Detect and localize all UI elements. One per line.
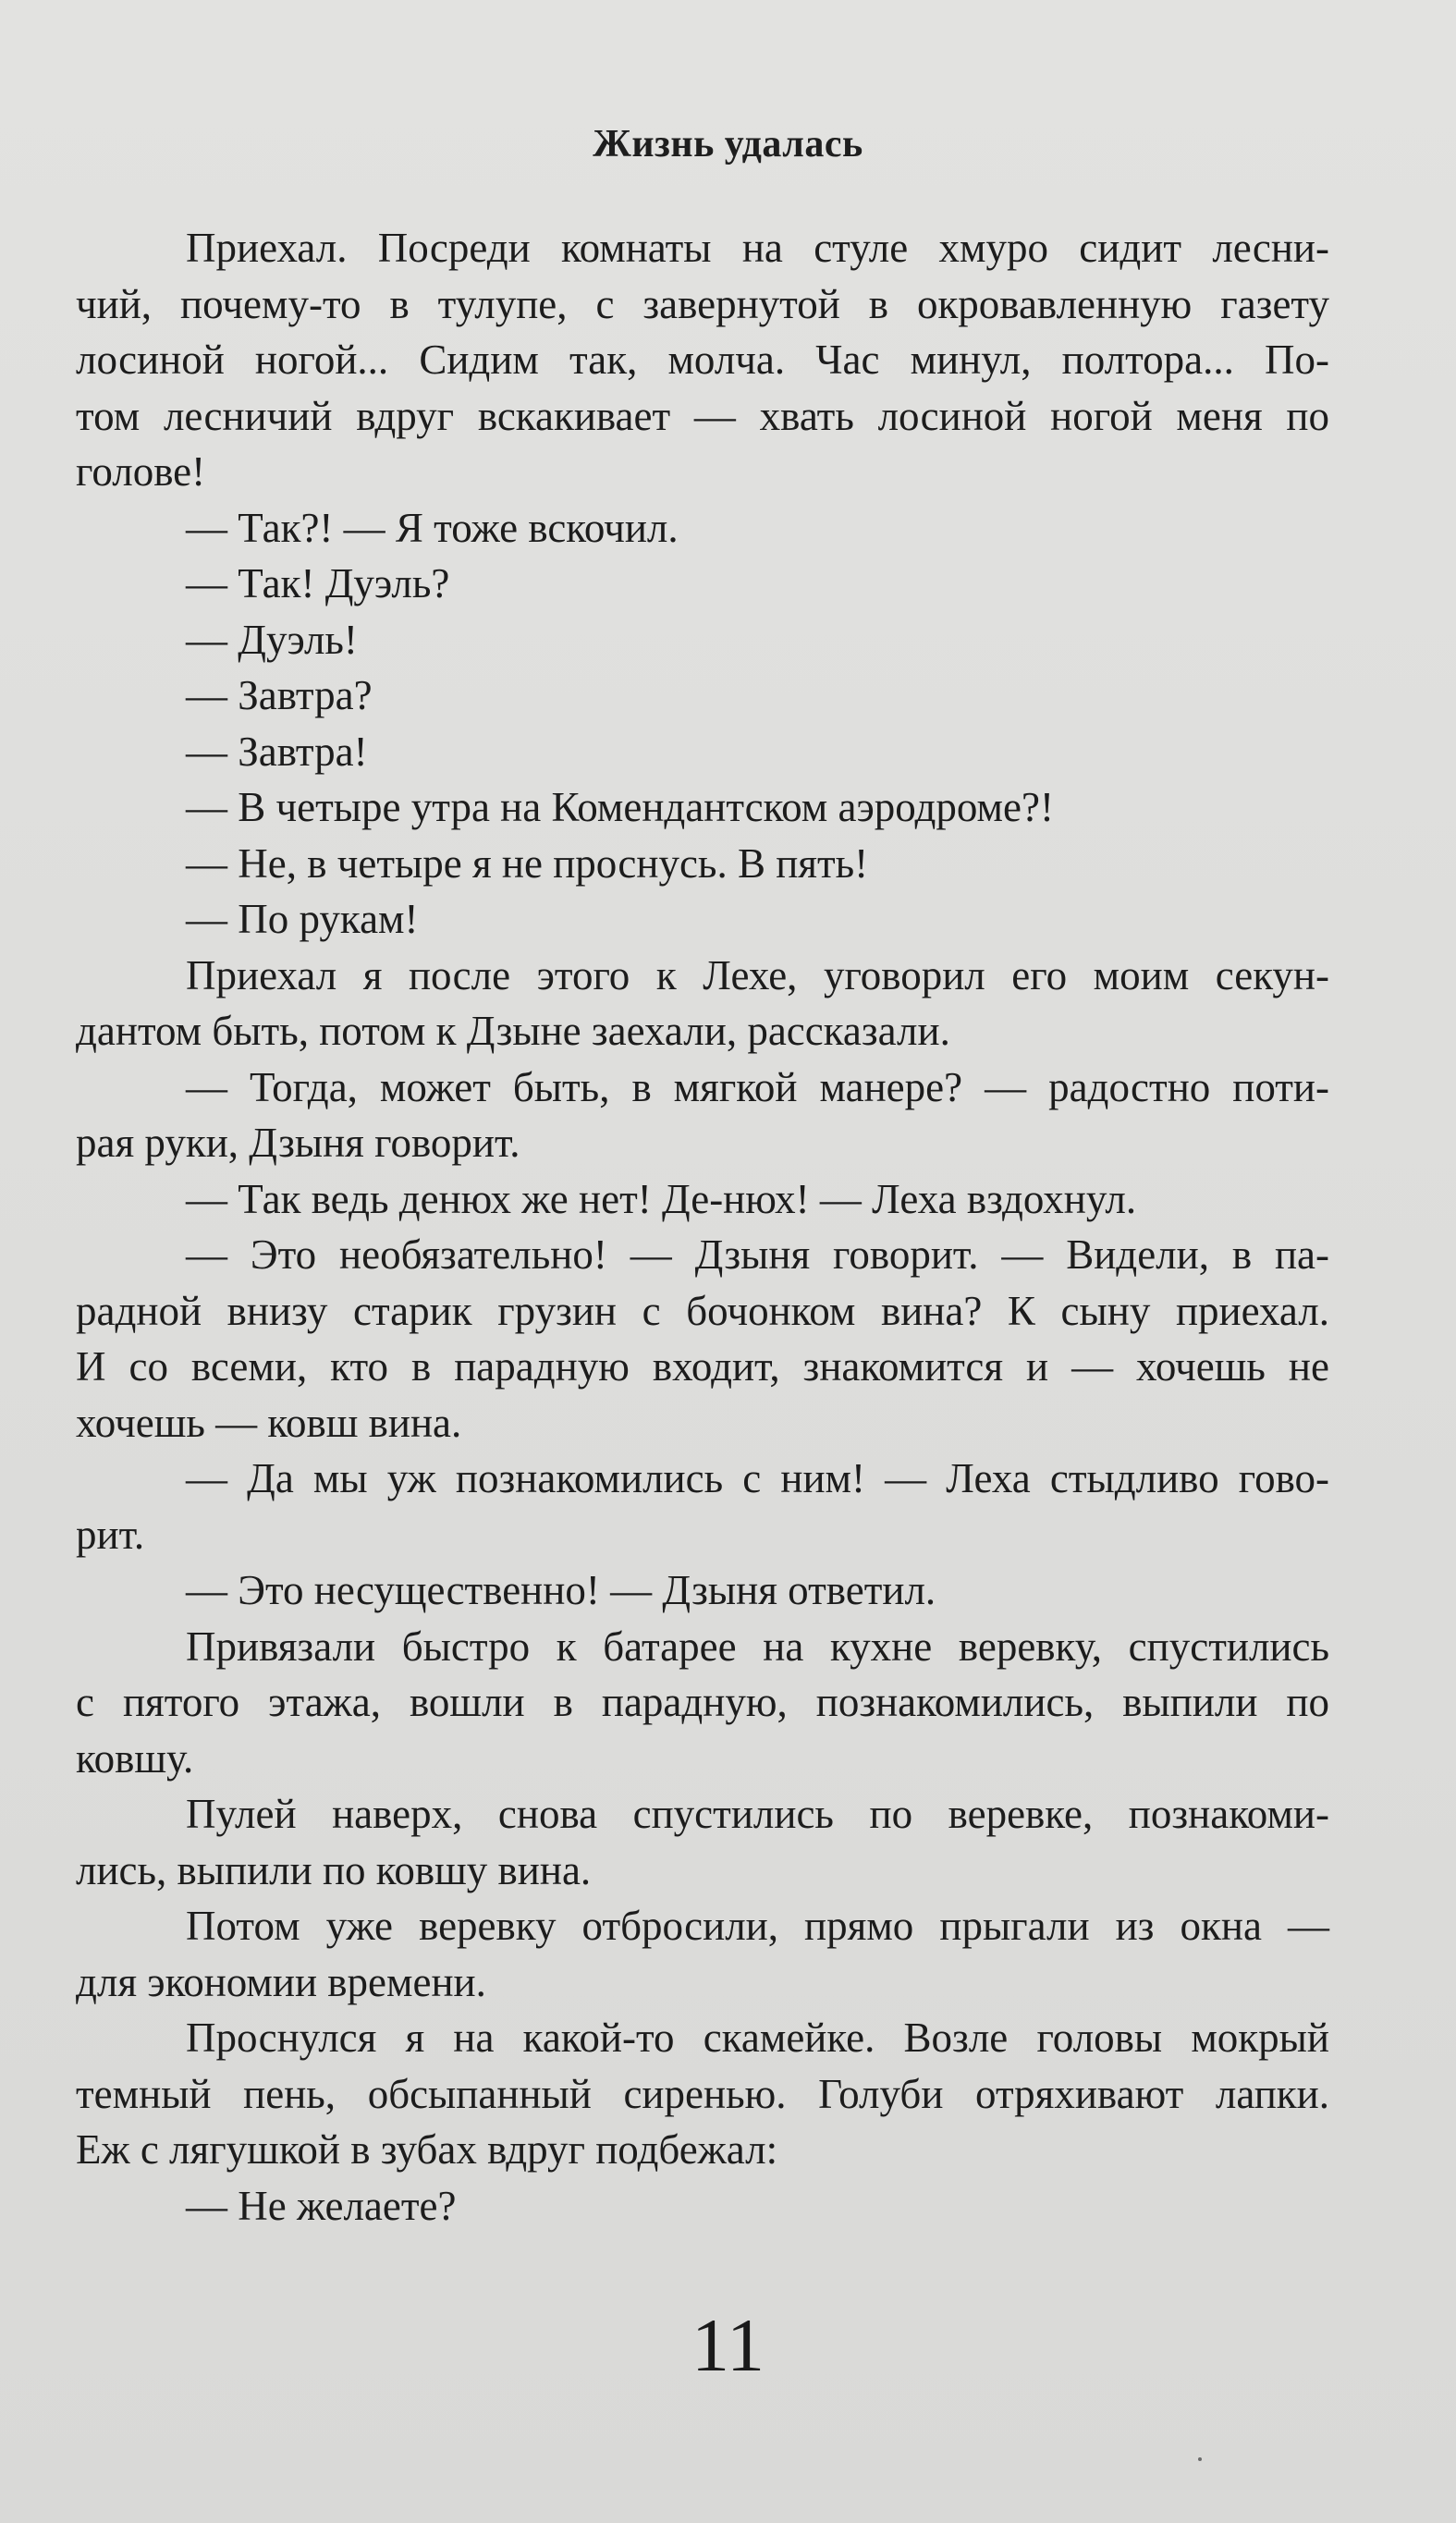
- text-line: рая руки, Дзыня говорит.: [76, 1120, 520, 1166]
- text-line: радной внизу старик грузин с бочонком вина? К сыну приехал.: [76, 1287, 1329, 1334]
- text-line: — Не желаете?: [186, 2182, 457, 2229]
- text-line: том лесничий вдруг вскакивает — хвать лосиной ногой меня по: [76, 392, 1329, 439]
- text-line: дантом быть, потом к Дзыне заехали, рассказали.: [76, 1008, 950, 1054]
- text-line: для экономии времени.: [76, 1958, 486, 2005]
- text-line: с пятого этажа, вошли в парадную, познакомились, выпили по: [76, 1679, 1329, 1725]
- text-line: Еж с лягушкой в зубах вдруг подбежал:: [76, 2126, 778, 2173]
- text-line: — Да мы уж познакомились с ним! — Леха стыдливо гово-: [186, 1455, 1329, 1501]
- text-line: лись, выпили по ковшу вина.: [76, 1846, 592, 1893]
- text-line: ковшу.: [76, 1734, 194, 1782]
- text-line: И со всеми, кто в парадную входит, знакомится и — хочешь не: [76, 1343, 1329, 1390]
- running-title: Жизнь удалась: [593, 123, 863, 165]
- text-line: — В четыре утра на Комендантском аэродроме?!: [186, 784, 1054, 830]
- text-line: Проснулся я на какой-то скамейке. Возле головы мокрый: [186, 2015, 1329, 2061]
- page-number: 11: [691, 2303, 765, 2387]
- text-line: голове!: [76, 448, 206, 495]
- text-line: рит.: [76, 1511, 145, 1558]
- text-line: Потом уже веревку отбросили, прямо прыгали из окна —: [186, 1903, 1329, 1949]
- text-line: — Завтра?: [186, 672, 373, 718]
- text-line: хочешь — ковш вина.: [76, 1399, 462, 1446]
- text-line: лосиной ногой... Сидим так, молча. Час минул, полтора... По-: [76, 337, 1329, 383]
- body-text: [76, 220, 1329, 2234]
- text-line: чий, почему-то в тулупе, с завернутой в окровавленную газету: [76, 280, 1329, 327]
- text-line: Приехал я после этого к Лехе, уговорил его моим секун-: [186, 951, 1329, 998]
- text-line: — Так! Дуэль?: [186, 560, 450, 606]
- paper-speck: [1198, 2457, 1202, 2461]
- text-line: Пулей наверх, снова спустились по веревке, познакоми-: [186, 1791, 1329, 1837]
- text-line: — Дуэль!: [186, 616, 358, 663]
- text-line: — Так?! — Я тоже вскочил.: [186, 504, 679, 551]
- text-line: — Это несущественно! — Дзыня ответил.: [186, 1567, 936, 1613]
- text-line: — Не, в четыре я не проснусь. В пять!: [186, 839, 869, 887]
- text-line: — Тогда, может быть, в мягкой манере? — радостно поти-: [186, 1063, 1329, 1110]
- text-line: Приехал. Посреди комнаты на стуле хмуро сидит лесни-: [186, 225, 1329, 271]
- text-line: — Завтра!: [186, 728, 368, 775]
- text-line: темный пень, обсыпанный сиренью. Голуби отряхивают лапки.: [76, 2070, 1329, 2117]
- text-line: — По рукам!: [186, 896, 419, 942]
- text-line: — Так ведь денюх же нет! Де-нюх! — Леха вздохнул.: [186, 1175, 1137, 1222]
- text-line: — Это необязательно! — Дзыня говорит. — Видели, в па-: [186, 1231, 1329, 1278]
- text-line: Привязали быстро к батарее на кухне веревку, спустились: [186, 1623, 1329, 1670]
